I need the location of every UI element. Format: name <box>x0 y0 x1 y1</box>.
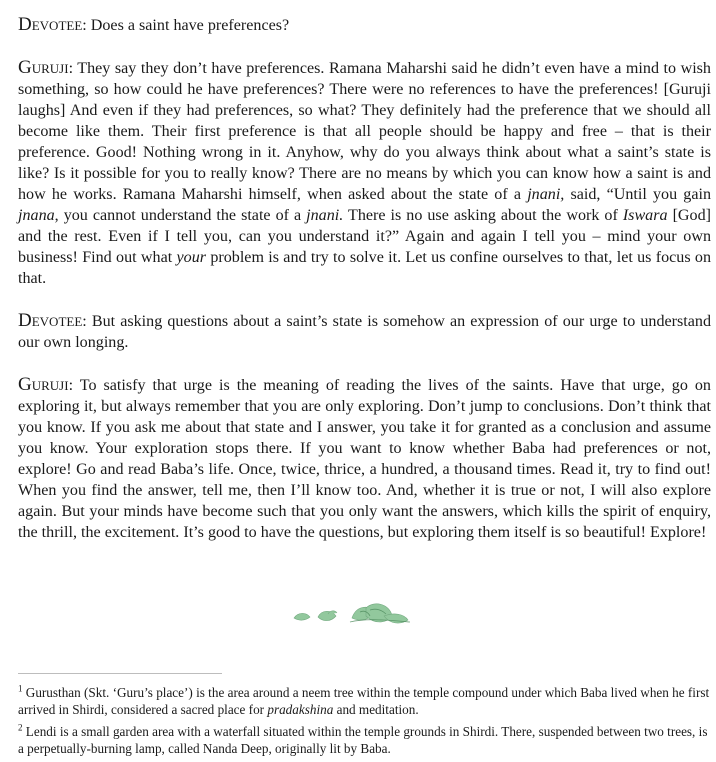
dialogue-text: There is no use asking about the work of <box>348 207 618 224</box>
dialogue-text: problem is and try to solve it. Let us confine ourselves to that, let us focus on that. <box>18 249 711 287</box>
footnote-text: and meditation. <box>336 702 419 717</box>
dialogue-text: [God] and the rest. Even if I tell you, can you understand it?” Again and again I tell you – mind your own business! Find out what <box>18 207 711 266</box>
footnotes <box>18 684 711 762</box>
dialogue-text: , you cannot understand the state of a <box>54 207 302 224</box>
footnote-text: Gurusthan (Skt. ‘Guru’s place’) is the area around a neem tree within the temple compound under which Baba lived when he first arrived in Shirdi, considered a sacred place for <box>18 685 710 717</box>
dialogue-paragraph-1: Devotee: Does a saint have preferences? <box>18 14 290 35</box>
footnote-number: 2 <box>18 722 23 733</box>
italic-term: pradakshina <box>267 702 334 717</box>
italic-term: jnani. <box>306 207 344 224</box>
dialogue-text: But asking questions about a saint’s state is somehow an expression of our urge to understand our own longing. <box>18 313 711 351</box>
footnote-2 <box>18 723 711 757</box>
document-body <box>18 14 711 564</box>
footnote-1 <box>18 684 711 718</box>
speaker-guruji: Guruji <box>18 374 69 395</box>
dialogue-text: Does a saint have preferences? <box>90 17 290 34</box>
dialogue-text: To satisfy that urge is the meaning of reading the lives of the saints. Have that urge, go on exploring it, but always remember that you are only exploring. Don’t jump to conclusions. Don’t think that you know. If you ask me about that state and I answer, you take it for granted as a conclusion and assume you know. Your exploration stops there. If you want to know whether Baba had preferences or not, explore! Go and read Baba’s life. Once, twice, thrice, a hundred, a thousand times. Read it, try to find out! When you find the answer, tell me, then I’ll know too. And, whether it is true or not, I will also explore again. But your minds have become such that you only want the answers, which kills the spirit of enquiry, the thrill, the excitement. It’s good to have the questions, but exploring them itself is so beautiful! Explore! <box>18 377 711 541</box>
dialogue-text: said, “Until you gain <box>570 186 712 203</box>
italic-term: your <box>176 249 207 266</box>
footnote-divider <box>18 673 222 674</box>
speaker-guruji: Guruji <box>18 57 69 78</box>
footnote-number: 1 <box>18 683 23 694</box>
italic-term: Iswara <box>622 207 668 224</box>
speaker-devotee: Devotee <box>18 14 83 35</box>
footnote-text: Lendi is a small garden area with a waterfall situated within the temple grounds in Shirdi. There, suspended between two trees, is a perpetually-burning lamp, called Nanda Deep, originally lit by Baba. <box>18 724 708 756</box>
dialogue-paragraph-4: Guruji: To satisfy that urge is the meaning of reading the lives of the saints. Have that urge, go on exploring it, but always remember that you are only exploring. Don’t jump to conclusions. Don’t think that you know. If you ask me about that state and I answer, you take it for granted as a conclusion and assume you know. Your exploration stops there. If you want to know whether Baba had preferences or not, explore! Go and read Baba’s life. Once, twice, thrice, a hundred, a thousand times. Read it, try to find out! When you find the answer, tell me, then I’ll know too. And, whether it is true or not, I will also explore again. But your minds have become such that you only want the answers, which kills the spirit of enquiry, the thrill, the excitement. It’s good to have the questions, but exploring them itself is so beautiful! Explore! <box>18 374 711 541</box>
italic-term: jnana <box>18 207 55 224</box>
leaf-vine-ornament-icon <box>290 598 420 630</box>
italic-term: jnani, <box>527 186 565 203</box>
speaker-devotee: Devotee <box>18 310 83 331</box>
dialogue-paragraph-2: Guruji: They say they don’t have preferences. Ramana Maharshi said he didn’t even have a mind to wish something, so how could he have preferences? There were no references to have the preferences! [Guruji laughs] And even if they had preferences, so what? They definitely had the preference that we should all become like them. Their first preference is that all people should be happy and free – that is their preference. Good! Nothing wrong in it. Anyhow, why do you always think about what a saint’s state is like? Is it possible for you to really know? There are no means by which you can know how a saint is and how he works. Ramana Maharshi himself, when asked about the state of a jnani, said, “Until you gain jnana, you cannot understand the state of a jnani. There is no use asking about the work of Iswara [God] and the rest. Even if I tell you, can you understand it?” Again and again I tell you – mind your own business! Find out what your problem is and try to solve it. Let us confine ourselves to that, let us focus on that. <box>18 57 712 287</box>
dialogue-paragraph-3: Devotee: But asking questions about a saint’s state is somehow an expression of our urge to understand our own longing. <box>18 310 711 351</box>
dialogue-text: They say they don’t have preferences. Ramana Maharshi said he didn’t even have a mind to wish something, so how could he have preferences? There were no references to have the preferences! [Guruji laughs] And even if they had preferences, so what? They definitely had the preference that we should all become like them. Their first preference is that all people should be happy and free – that is their preference. Good! Nothing wrong in it. Anyhow, why do you always think about what a saint’s state is like? Is it possible for you to really know? There are no means by which you can know how a saint is and how he works. Ramana Maharshi himself, when asked about the state of a <box>18 60 711 203</box>
